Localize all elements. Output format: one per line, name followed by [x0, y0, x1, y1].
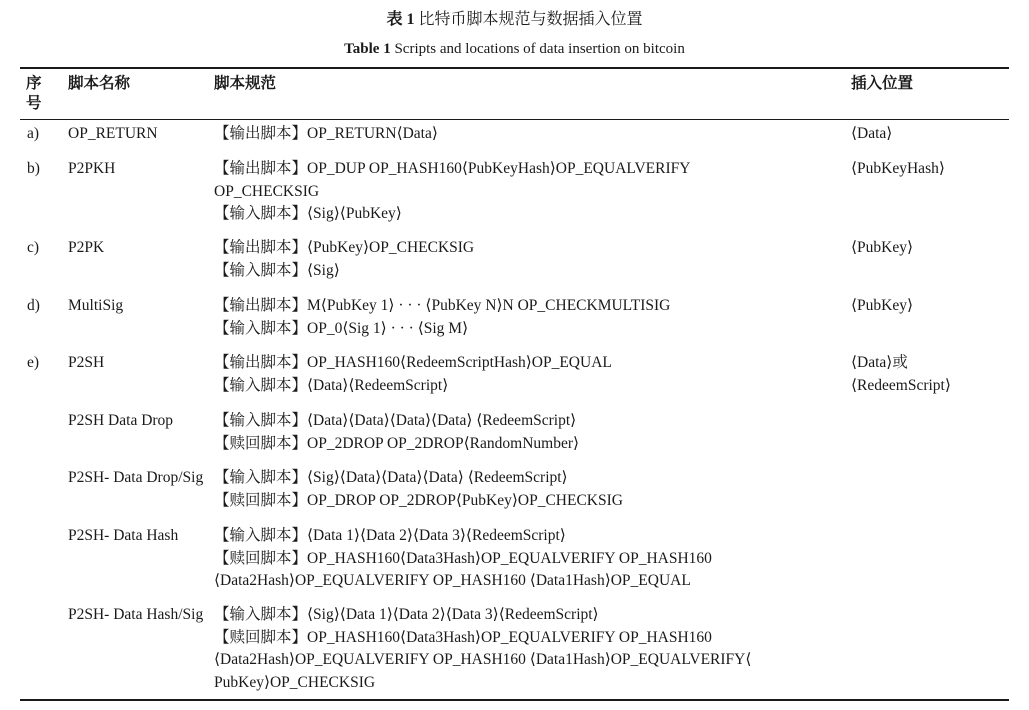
script-spec-line: OP_CHECKSIG: [214, 182, 320, 200]
table-header-rule: [20, 119, 1009, 120]
row-index: a): [27, 125, 40, 142]
script-spec-line: 【赎回脚本】OP_2DROP OP_2DROP⟨RandomNumber⟩: [214, 434, 580, 452]
script-spec-line: 【输入脚本】⟨Sig⟩⟨Data 1⟩⟨Data 2⟩⟨Data 3⟩⟨RedeemScript⟩: [214, 606, 599, 623]
script-spec-line: PubKey⟩OP_CHECKSIG: [214, 673, 376, 691]
table-number-en: Table 1: [344, 41, 391, 57]
script-name: P2SH- Data Hash/Sig: [68, 606, 204, 623]
script-name: OP_RETURN: [68, 125, 158, 142]
script-spec-line: 【输入脚本】⟨Sig⟩⟨PubKey⟩: [214, 205, 402, 222]
table-number-cn: 表 1: [386, 11, 415, 28]
header-script-name: 脚本名称: [68, 74, 131, 92]
header-script-spec: 脚本规范: [214, 74, 277, 92]
script-spec-line: 【输出脚本】⟨PubKey⟩OP_CHECKSIG: [214, 239, 475, 256]
script-spec-line: 【输入脚本】⟨Data⟩⟨Data⟩⟨Data⟩⟨Data⟩ ⟨RedeemScript⟩: [214, 412, 577, 429]
script-spec-line: 【输出脚本】OP_HASH160⟨RedeemScriptHash⟩OP_EQUAL: [214, 354, 612, 371]
script-spec-line: 【输入脚本】⟨Data⟩⟨RedeemScript⟩: [214, 376, 449, 394]
header-index: 序号: [26, 74, 42, 112]
table-title-en: Scripts and locations of data insertion on bitcoin: [394, 41, 685, 57]
script-name: P2SH- Data Drop/Sig: [68, 469, 204, 486]
insert-position: ⟨Data⟩或⟨RedeemScript⟩: [851, 354, 951, 394]
insert-position: ⟨PubKeyHash⟩: [851, 160, 945, 177]
insert-position: ⟨PubKey⟩: [851, 297, 914, 314]
script-spec: [214, 525, 814, 593]
script-spec-line: 【输入脚本】⟨Sig⟩: [214, 261, 340, 279]
script-name: P2SH: [68, 354, 105, 371]
script-spec-line: 【赎回脚本】OP_HASH160⟨Data3Hash⟩OP_EQUALVERIFY OP_HASH160: [214, 549, 712, 567]
script-spec: [214, 410, 814, 455]
script-name: P2PKH: [68, 160, 116, 177]
script-name: P2SH Data Drop: [68, 412, 174, 429]
script-spec: [214, 295, 814, 340]
script-spec-line: 【输出脚本】OP_RETURN⟨Data⟩: [214, 125, 438, 142]
insert-position: ⟨PubKey⟩: [851, 239, 914, 256]
script-spec: [214, 158, 814, 226]
table-bottom-rule: [20, 699, 1009, 701]
script-spec-line: 【输入脚本】⟨Sig⟩⟨Data⟩⟨Data⟩⟨Data⟩ ⟨RedeemScript⟩: [214, 469, 568, 486]
script-spec-line: 【赎回脚本】OP_DROP OP_2DROP⟨PubKey⟩OP_CHECKSIG: [214, 491, 623, 509]
table-title-cn: 比特币脚本规范与数据插入位置: [418, 11, 643, 28]
script-spec: [214, 123, 814, 146]
script-name: MultiSig: [68, 297, 124, 314]
script-spec-line: 【输入脚本】OP_0⟨Sig 1⟩ · · · ⟨Sig M⟩: [214, 319, 469, 337]
script-spec-line: 【输出脚本】OP_DUP OP_HASH160⟨PubKeyHash⟩OP_EQUALVERIFY: [214, 160, 691, 177]
script-spec-line: ⟨Data2Hash⟩OP_EQUALVERIFY OP_HASH160 ⟨Data1Hash⟩OP_EQUAL: [214, 572, 691, 589]
table-top-rule: [20, 67, 1009, 69]
script-spec: [214, 604, 814, 694]
row-index: b): [27, 160, 40, 177]
header-insert-position: 插入位置: [851, 74, 914, 92]
row-index: e): [27, 354, 40, 371]
script-spec-line: 【输入脚本】⟨Data 1⟩⟨Data 2⟩⟨Data 3⟩⟨RedeemScript⟩: [214, 527, 566, 544]
script-spec-line: ⟨Data2Hash⟩OP_EQUALVERIFY OP_HASH160 ⟨Data1Hash⟩OP_EQUALVERIFY⟨: [214, 651, 752, 668]
script-spec-line: 【输出脚本】M⟨PubKey 1⟩ · · · ⟨PubKey N⟩N OP_CHECKMULTISIG: [214, 297, 671, 314]
table-caption-cn: [0, 9, 1029, 31]
script-spec-line: 【赎回脚本】OP_HASH160⟨Data3Hash⟩OP_EQUALVERIFY OP_HASH160: [214, 628, 712, 646]
row-index: c): [27, 239, 40, 256]
script-spec: [214, 237, 814, 282]
script-spec: [214, 467, 814, 512]
script-name: P2SH- Data Hash: [68, 527, 179, 544]
script-name: P2PK: [68, 239, 105, 256]
table-caption-en: [0, 39, 1029, 59]
row-index: d): [27, 297, 40, 314]
insert-position: ⟨Data⟩: [851, 125, 893, 142]
script-spec: [214, 352, 814, 397]
